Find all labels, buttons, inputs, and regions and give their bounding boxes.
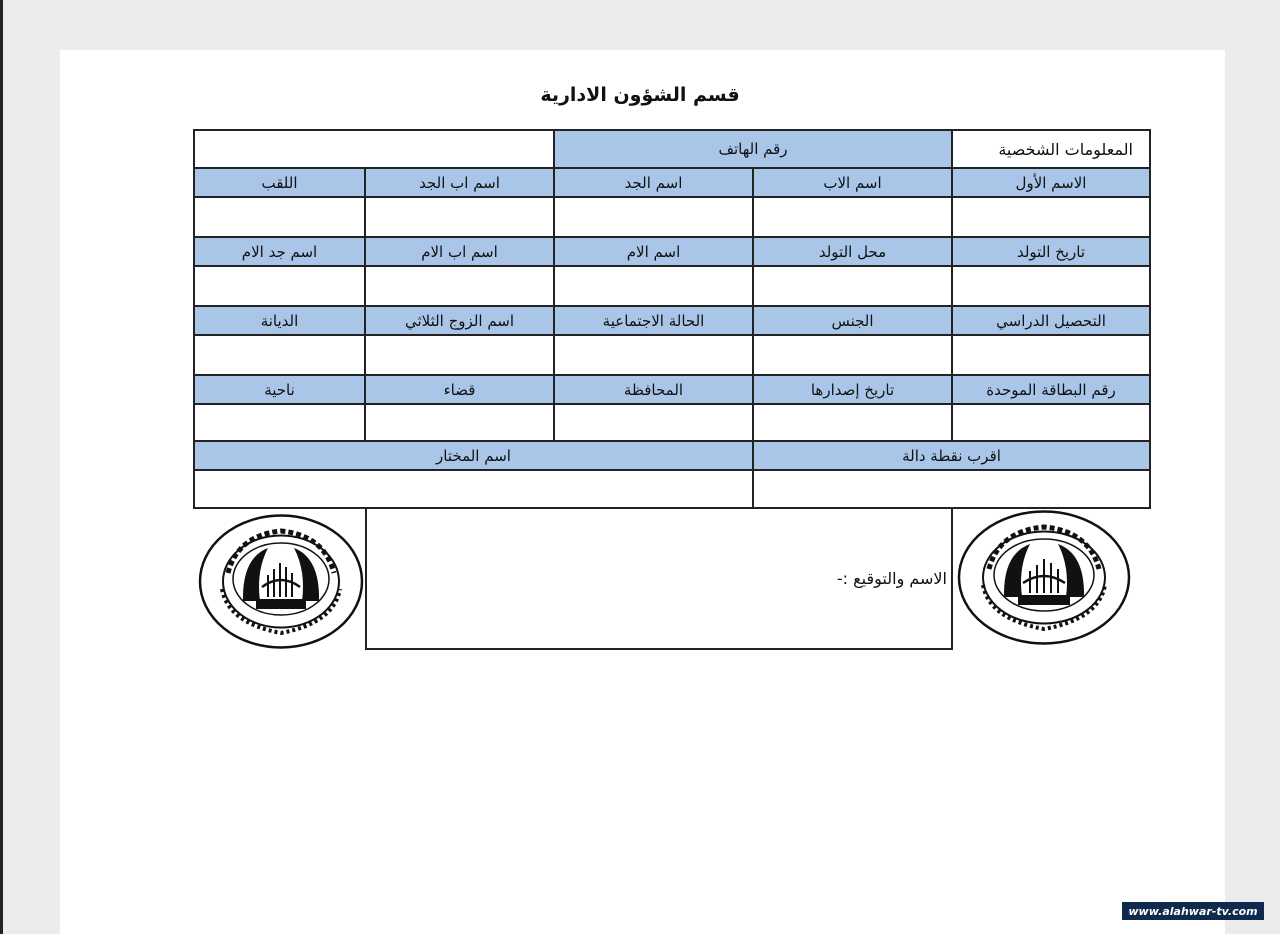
first-name-field[interactable] <box>953 198 1151 238</box>
phone-field[interactable] <box>195 131 555 169</box>
education-field[interactable] <box>953 336 1151 376</box>
grandfather-name-label: اسم الجد <box>555 169 754 198</box>
watermark: www.alahwar-tv.com <box>1122 902 1264 920</box>
great-grandfather-name-label: اسم اب الجد <box>366 169 555 198</box>
grandfather-name-field[interactable] <box>555 198 754 238</box>
mukhtar-name-field[interactable] <box>195 471 754 507</box>
education-label: التحصيل الدراسي <box>953 307 1151 336</box>
marital-status-label: الحالة الاجتماعية <box>555 307 754 336</box>
father-name-label: اسم الاب <box>754 169 953 198</box>
national-id-field[interactable] <box>953 405 1151 442</box>
district-label: قضاء <box>366 376 555 405</box>
birth-date-label: تاريخ التولد <box>953 238 1151 267</box>
antiquities-seal-right <box>957 509 1131 646</box>
subdistrict-field[interactable] <box>195 405 366 442</box>
birth-place-label: محل التولد <box>754 238 953 267</box>
birth-place-field[interactable] <box>754 267 953 307</box>
signature-box[interactable] <box>365 507 953 650</box>
national-id-label: رقم البطاقة الموحدة <box>953 376 1151 405</box>
father-name-field[interactable] <box>754 198 953 238</box>
mother-name-field[interactable] <box>555 267 754 307</box>
mother-grandfather-name-field[interactable] <box>195 267 366 307</box>
religion-label: الديانة <box>195 307 366 336</box>
district-field[interactable] <box>366 405 555 442</box>
surname-label: اللقب <box>195 169 366 198</box>
surname-field[interactable] <box>195 198 366 238</box>
gender-field[interactable] <box>754 336 953 376</box>
nearest-landmark-label: اقرب نقطة دالة <box>754 442 1151 471</box>
window-edge <box>0 0 3 934</box>
governorate-label: المحافظة <box>555 376 754 405</box>
spouse-full-name-label: اسم الزوج الثلاثي <box>366 307 555 336</box>
mother-grandfather-name-label: اسم جد الام <box>195 238 366 267</box>
spouse-full-name-field[interactable] <box>366 336 555 376</box>
issue-date-label: تاريخ إصدارها <box>754 376 953 405</box>
phone-label: رقم الهاتف <box>555 131 953 169</box>
antiquities-seal-left <box>198 513 364 650</box>
issue-date-field[interactable] <box>754 405 953 442</box>
mother-name-label: اسم الام <box>555 238 754 267</box>
mother-father-name-label: اسم اب الام <box>366 238 555 267</box>
religion-field[interactable] <box>195 336 366 376</box>
subdistrict-label: ناحية <box>195 376 366 405</box>
document-title: قسم الشؤون الادارية <box>540 84 740 106</box>
nearest-landmark-field[interactable] <box>754 471 1151 507</box>
mother-father-name-field[interactable] <box>366 267 555 307</box>
first-name-label: الاسم الأول <box>953 169 1151 198</box>
governorate-field[interactable] <box>555 405 754 442</box>
personal-info-form <box>193 129 1151 509</box>
mukhtar-name-label: اسم المختار <box>195 442 754 471</box>
gender-label: الجنس <box>754 307 953 336</box>
great-grandfather-name-field[interactable] <box>366 198 555 238</box>
marital-status-field[interactable] <box>555 336 754 376</box>
personal-info-heading: المعلومات الشخصية <box>953 131 1151 169</box>
name-signature-label: الاسم والتوقيع :- <box>836 569 947 588</box>
birth-date-field[interactable] <box>953 267 1151 307</box>
